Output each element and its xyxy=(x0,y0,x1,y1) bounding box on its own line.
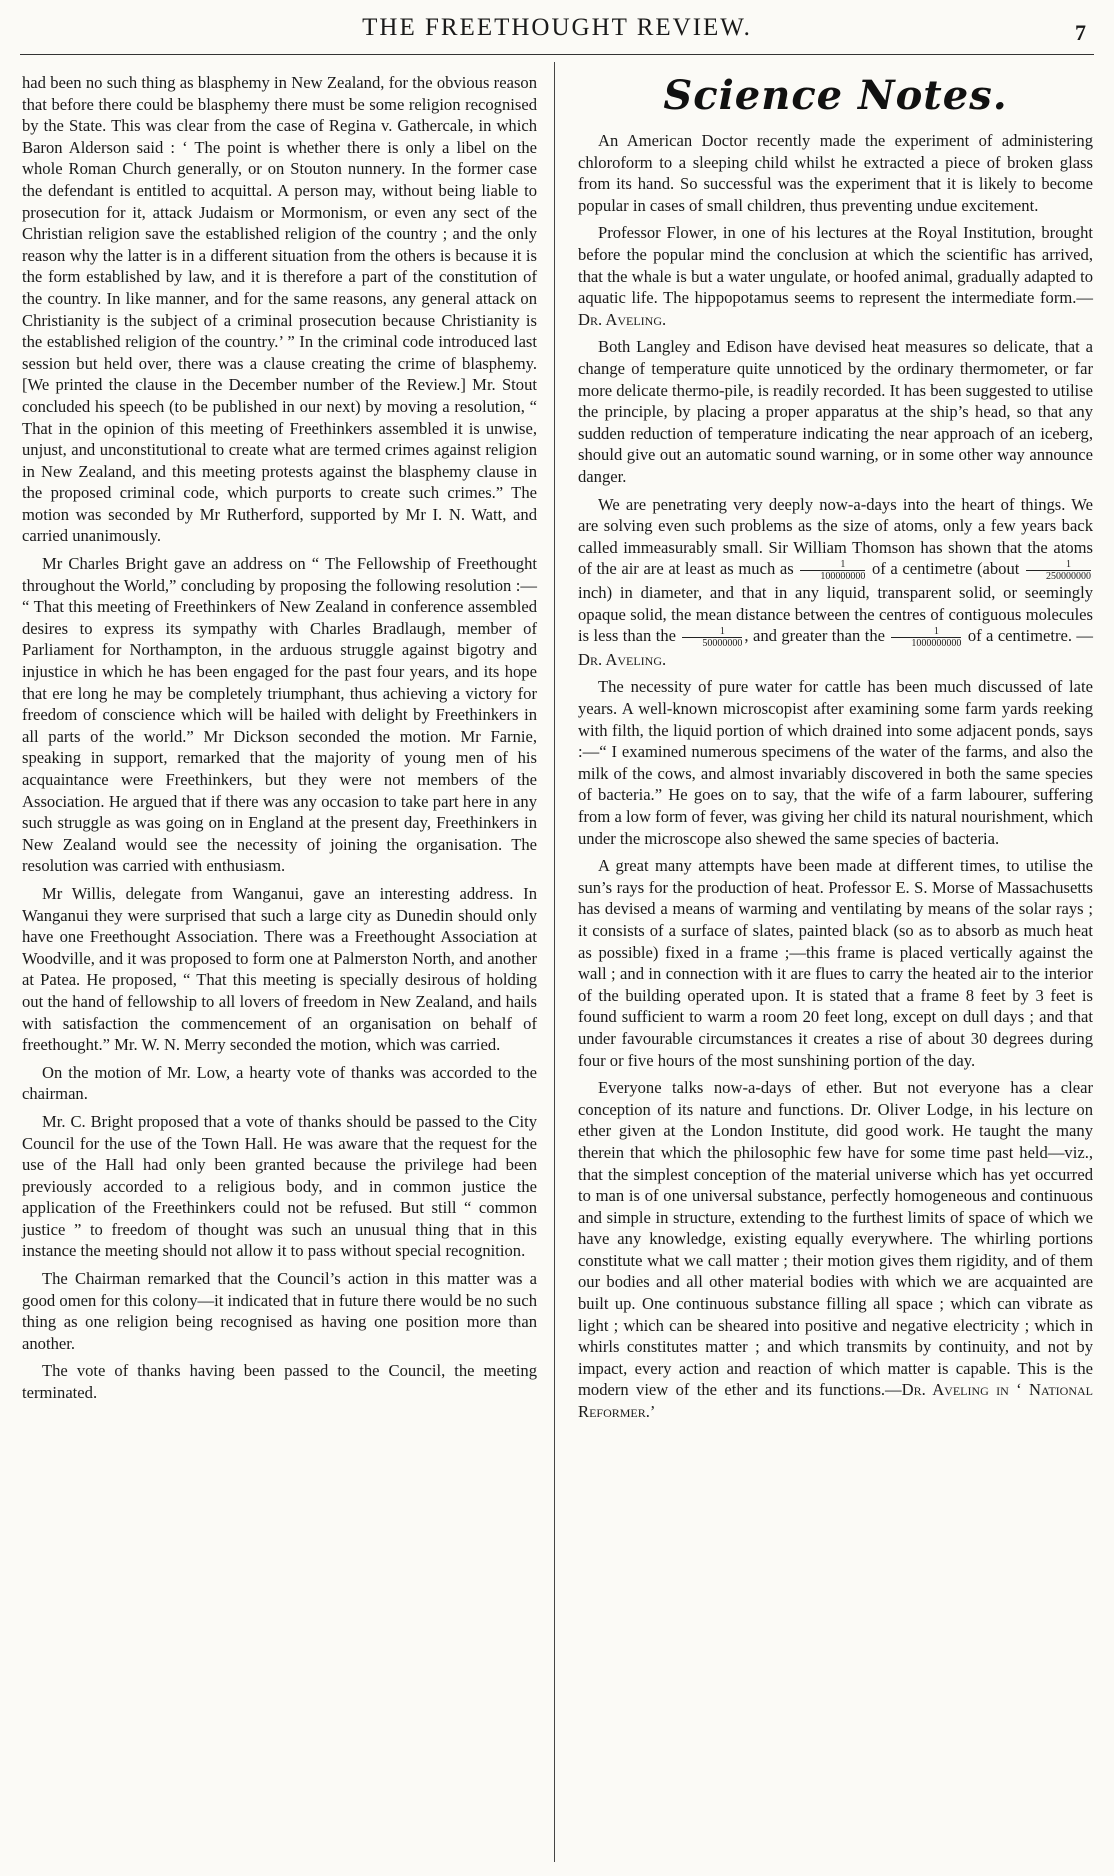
paragraph: Mr Willis, delegate from Wanganui, gave an interesting address. In Wanganui they were surprised that such a large city as Dunedin should only have one Freethought Association. There was a Freethought Association at Woodville, and it was proposed to form one at Palmerston North, and another at Patea. He proposed, “ That this meeting is specially desirous of holding out the hand of fellowship to all lovers of freedom in New Zealand, and hails with satisfaction the commencement of an organisation on behalf of freethought.” Mr. W. N. Merry seconded the motion, which was carried. xyxy=(22,883,537,1055)
paragraph-text: , and greater than the xyxy=(744,626,886,646)
journal-title: THE FREETHOUGHT REVIEW. xyxy=(362,14,752,41)
fraction xyxy=(891,626,961,649)
fraction-denominator: 1000000000 xyxy=(911,637,962,649)
fraction xyxy=(800,559,865,582)
signature: Dr. Aveling. xyxy=(578,309,667,329)
signature: Dr. Aveling. xyxy=(578,649,667,669)
fraction-numerator: 1 xyxy=(891,626,961,638)
paragraph: The Chairman remarked that the Council’s action in this matter was a good omen for this colony—it indicated that in future there would be no such thing as one religion being recognised as having one position more than another. xyxy=(22,1269,537,1353)
paragraph-text: Everyone talks now-a-days of ether. But not everyone has a clear conception of its nature and functions. Dr. Oliver Lodge, in his lecture on ether given at the London Institute, did good work. He taught the many therein that which the philosophic few have for some time past held—viz., that the simplest conception of the material universe which has yet occurred to man is of one universal substance, perfectly homogeneous and continuous and simple in structure, extending to the furthest limits of space of which we have any knowledge, existing equally everywhere. The whirling portions constitute what we call matter ; their motion gives them rigidity, and of them our bodies and all other material bodies with which we are acquainted are built up. One continuous substance filling all space ; which can vibrate as light ; which can be sheared into positive and negative electricity ; which in whirls constitutes matter ; and which transmits by continuity, and not by impact, every action and reaction of which matter is capable. This is the modern view of the ether and its functions.— xyxy=(578,1078,1093,1400)
fraction-denominator: 100000000 xyxy=(820,570,866,582)
column-divider xyxy=(554,62,555,1862)
fraction-numerator: 1 xyxy=(682,626,742,638)
fraction-denominator: 50000000 xyxy=(702,637,743,649)
paragraph-text: We are penetrating very deeply now-a-days into the heart of things. We are solving even such problems as the size of atoms, only a few years back called immeasurably small. Sir William Thomson has shown that the atoms of the air are at least as much as xyxy=(578,494,1093,579)
header-rule xyxy=(20,54,1094,55)
signature: Dr. Aveling in ‘ National Reformer.’ xyxy=(578,1380,1093,1422)
paragraph-text: of a centimetre. — xyxy=(967,626,1093,646)
paragraph: had been no such thing as blasphemy in New Zealand, for the obvious reason that before there could be blasphemy there must be some religion recognised by the State. This was clear from the case of Regina v. Gathercale, in which Baron Alderson said : ‘ The point is whether there is only a libel on the whole Roman Church generally, or on Stouton nunnery. In the former case the defendant is entitled to acquittal. A person may, without being liable to prosecution for it, attack Judaism or Mormonism, or even any sect of the Christian religion save the established religion of the country ; and the only reason why the latter is in a different situation from the others is because it is the form established by law, and it is therefore a part of the constitution of the country. In like manner, and for the same reasons, any general attack on Christianity is the subject of a criminal prosecution because Christianity is the established religion of the country.’ ” In the criminal code introduced last session but held over, there was a clause creating the crime of blasphemy. [We printed the clause in the December number of the Review.] Mr. Stout concluded his speech (to be published in our next) by moving a resolution, “ That in the opinion of this meeting of Freethinkers assembled it is unwise, unjust, and unconstitutional to create what are termed crimes against religion in New Zealand, and this meeting protests against the blasphemy clause in the proposed criminal code, which purports to create such crimes.” The motion was seconded by Mr Rutherford, supported by Mr I. N. Watt, and carried unanimously. xyxy=(22,73,537,546)
fraction xyxy=(682,626,742,649)
paragraph: The vote of thanks having been passed to the Council, the meeting terminated. xyxy=(22,1361,537,1403)
right-column xyxy=(578,70,1093,1429)
paragraph-text: inch) in diameter, and that in any liquid, transparent solid, or seemingly opaque solid, the mean distance between the centres of contiguous molecules is less than the xyxy=(578,582,1093,646)
paragraph-text: Professor Flower, in one of his lectures at the Royal Institution, brought before the popular mind the conclusion at which the scientific has arrived, that the whale is but a water ungulate, or hoofed animal, gradually adapted to aquatic life. The hippopotamus seems to represent the intermediate form.— xyxy=(578,223,1093,308)
paragraph: The necessity of pure water for cattle has been much discussed of late years. A well-known microscopist after examining some farm yards reeking with filth, the liquid portion of which drained into some adjacent ponds, says :—“ I examined numerous specimens of the water of the farms, and also the milk of the cows, and almost invariably discovered in both the same species of bacteria.” He goes on to say, that the wife of a farm labourer, suffering from a low form of fever, was giving her child its natural nourishment, which under the microscope also shewed the same species of bacteria. xyxy=(578,677,1093,848)
paragraph xyxy=(578,222,1093,330)
paragraph: On the motion of Mr. Low, a hearty vote of thanks was accorded to the chairman. xyxy=(22,1062,537,1104)
fraction-numerator: 1 xyxy=(1026,559,1091,571)
paragraph: Mr. C. Bright proposed that a vote of thanks should be passed to the City Council for the use of the Town Hall. He was aware that the request for the use of the Hall had only been granted because the privilege had been previously accorded to a religious body, and in common justice the application of the Freethinkers could not be refused. But still “ common justice ” to freedom of thought was such an unusual thing that in this instance the meeting should not allow it to pass without special recognition. xyxy=(22,1111,537,1261)
fraction xyxy=(1026,559,1091,582)
page-number: 7 xyxy=(1075,20,1086,45)
paragraph-text: of a centimetre (about xyxy=(871,559,1020,579)
page-header xyxy=(0,0,1114,50)
paragraph: An American Doctor recently made the experiment of administering chloroform to a sleeping child whilst he extracted a piece of broken glass from its hand. So successful was the experiment that it is likely to become popular in cases of small children, thus preventing undue excitement. xyxy=(578,131,1093,215)
fraction-denominator: 250000000 xyxy=(1046,570,1092,582)
paragraph: Mr Charles Bright gave an address on “ The Fellowship of Freethought throughout the World,” concluding by proposing the following resolution :— “ That this meeting of Freethinkers of New Zealand in conference assembled desires to express its sympathy with Charles Bradlaugh, member of Parliament for Northampton, in the arduous struggle against bigotry and injustice in which he has been engaged for the past four years, and its hope that ere long he may be completely triumphant, thus achieving a victory for freedom of conscience which will be hailed with delight by Freethinkers in all parts of the world.” Mr Dickson seconded the motion. Mr Farnie, speaking in support, remarked that the majority of young men of his acquaintance were Freethinkers, but they were not members of the Association. He argued that if there was any occasion to take part here in any such struggle as was going on in England at the present day, Freethinkers in New Zealand would see the necessity of joining the organisation. The resolution was carried with enthusiasm. xyxy=(22,554,537,876)
paragraph: A great many attempts have been made at different times, to utilise the sun’s rays for the production of heat. Professor E. S. Morse of Massachusetts has devised a means of warming and ventilating by means of the solar rays ; it consists of a surface of slates, painted black (so as to absorb as much heat as possible) fixed in a frame ;—this frame is placed vertically against the wall ; and in connection with it are flues to carry the heated air to the interior of the building operated upon. It is stated that a frame 8 feet by 3 feet is found sufficient to warm a room 20 feet long, except on dull days ; and that under favourable circumstances it creates a rise of about 30 degrees during four or five hours of the most sunshining portion of the day. xyxy=(578,856,1093,1070)
paragraph: Both Langley and Edison have devised heat measures so delicate, that a change of temperature quite unnoticed by the ordinary thermometer, or far more delicate thermo-pile, is readily recorded. It has been suggested to utilise the principle, by placing a proper apparatus at the ship’s head, so that any sudden reduction of temperature indicating the near approach of an iceberg, should give out an automatic sound warning, or in some other way announce danger. xyxy=(578,337,1093,486)
left-column xyxy=(22,72,537,1410)
fraction-numerator: 1 xyxy=(800,559,865,571)
paragraph xyxy=(578,494,1093,671)
section-heading: Science Notes. xyxy=(663,72,1008,119)
paragraph xyxy=(578,1077,1093,1423)
